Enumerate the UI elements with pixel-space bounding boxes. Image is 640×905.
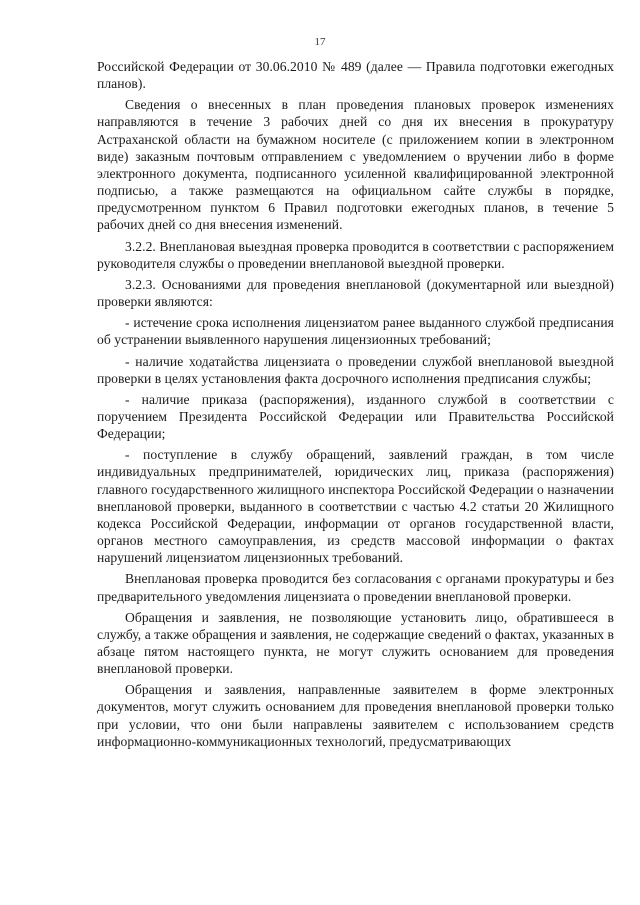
paragraph-electronic-appeals: Обращения и заявления, направленные заявителем в форме электронных документов, могут служить основанием для проведения внеплановой проверки только при условии, что они были направлены заявителем с использованием средств информационно-коммуникационных технологий, предусматривающих bbox=[97, 682, 614, 749]
page-number: 17 bbox=[314, 36, 326, 48]
list-item-order: - наличие приказа (распоряжения), изданного службой в соответствии с поручением Президента Российской Федерации или Правительства Российской Федерации; bbox=[97, 391, 614, 442]
list-item-petition: - наличие ходатайства лицензиата о проведении службой внеплановой выездной проверки в целях установления факта досрочного исполнения предписания службы; bbox=[97, 353, 614, 386]
paragraph-3-2-2: 3.2.2. Внеплановая выездная проверка проводится в соответствии с распоряжением руководителя службы о проведении внеплановой выездной проверки. bbox=[97, 238, 614, 271]
list-item-expiry: - истечение срока исполнения лицензиатом ранее выданного службой предписания об устранении выявленного нарушения лицензионных требований; bbox=[97, 315, 614, 348]
document-body bbox=[97, 58, 614, 754]
paragraph-plan-changes: Сведения о внесенных в план проведения плановых проверок изменениях направляются в течение 3 рабочих дней со дня их внесения в прокуратуру Астраханской области на бумажном носителе (с приложением копии в электронном виде) заказным почтовым отправлением с уведомлением о вручении либо в форме электронного документа, подписанного усиленной квалифицированной электронной подписью, а также размещаются на официальном сайте службы в порядке, предусмотренном пунктом 6 Правил подготовки ежегодных планов, в течение 5 рабочих дней со дня внесения изменений. bbox=[97, 97, 614, 233]
list-item-appeals: - поступление в службу обращений, заявлений граждан, в том числе индивидуальных предпринимателей, юридических лиц, приказа (распоряжения) главного государственного жилищного инспектора Российской Федерации о назначении внеплановой проверки, выданного в соответствии с частью 4.2 статьи 20 Жилищного кодекса Российской Федерации, информации от органов государственной власти, органов местного самоуправления, из средств массовой информации о фактах нарушений лицензиатом лицензионных требований. bbox=[97, 447, 614, 566]
paragraph-3-2-3: 3.2.3. Основаниями для проведения внеплановой (документарной или выездной) проверки являются: bbox=[97, 276, 614, 310]
paragraph-anonymous-appeals: Обращения и заявления, не позволяющие установить лицо, обратившееся в службу, а также обращения и заявления, не содержащие сведений о фактах, указанных в абзаце пятом настоящего пункта, не могут служить основанием для проведения внеплановой проверки. bbox=[97, 609, 614, 677]
paragraph-continuation: Российской Федерации от 30.06.2010 № 489 (далее — Правила подготовки ежегодных планов). bbox=[97, 59, 614, 92]
paragraph-no-approval: Внеплановая проверка проводится без согласования с органами прокуратуры и без предварительного уведомления лицензиата о проведении внеплановой проверки. bbox=[97, 571, 614, 604]
